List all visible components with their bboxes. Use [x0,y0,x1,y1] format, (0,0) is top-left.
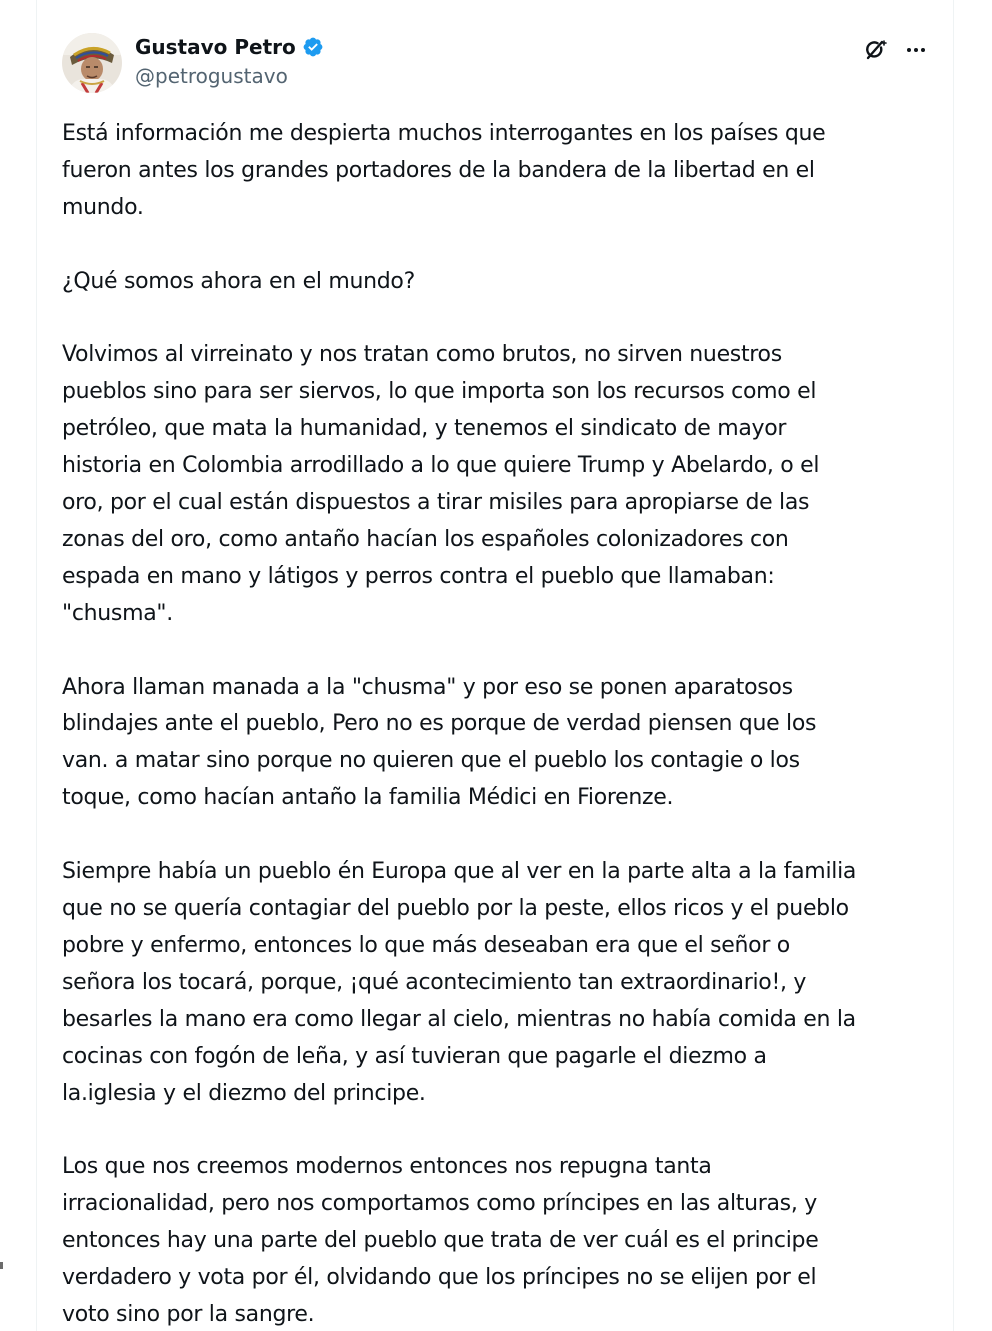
grok-icon[interactable] [861,35,891,65]
tweet-paragraph [62,854,942,1112]
text-line: espada en mano y látigos y perros contra el pueblo que llamaban: [62,563,775,589]
text-line: zonas del oro, como antaño hacían los españoles colonizadores con [62,526,789,552]
profile-avatar[interactable] [62,33,122,93]
text-line: que no se quería contagiar del pueblo por la peste, ellos ricos y el pueblo [62,895,849,921]
author-name-row [135,33,324,61]
text-line: pobre y enfermo, entonces lo que más deseaban era que el señor o [62,932,790,958]
text-line: petróleo, que mata la humanidad, y tenemos el sindicato de mayor [62,416,787,442]
text-line: Los que nos creemos modernos entonces nos repugna tanta [62,1154,712,1180]
text-line: blindajes ante el pueblo, Pero no es porque de verdad piensen que los [62,711,817,737]
text-line: ¿Qué somos ahora en el mundo? [62,268,415,294]
text-line: oro, por el cual están dispuestos a tirar misiles para apropiarse de las [62,490,810,516]
verified-badge-icon[interactable] [302,36,324,58]
tweet-card [36,0,954,1331]
text-line: besarles la mano era como llegar al cielo, mientras no había comida en la [62,1006,856,1032]
text-line: fueron antes los grandes portadores de la bandera de la libertad en el [62,157,815,183]
text-line: Está información me despierta muchos interrogantes en los países que [62,121,826,146]
text-line: "chusma". [62,600,173,626]
tweet-paragraph [62,337,942,632]
text-line: irracionalidad, pero nos comportamos como príncipes en las alturas, y [62,1191,817,1217]
text-line: mundo. [62,194,144,220]
text-line: Volvimos al virreinato y nos tratan como brutos, no sirven nuestros [62,342,782,368]
text-line: la.iglesia y el diezmo del principe. [62,1080,426,1106]
text-line: cocinas con fogón de leña, y así tuvieran que pagarle el diezmo a [62,1043,767,1069]
text-line: señora los tocará, porque, ¡qué acontecimiento tan extraordinario!, y [62,969,807,995]
text-line: voto sino por la sangre. [62,1301,315,1327]
tweet-paragraph [62,1149,942,1331]
tweet-text [62,116,942,1331]
text-line: Ahora llaman manada a la "chusma" y por eso se ponen aparatosos [62,674,793,700]
avatar-image [62,33,122,93]
more-options-icon[interactable] [901,35,931,65]
text-line: Siempre había un pueblo én Europa que al ver en la parte alta a la familia [62,859,857,885]
text-line: pueblos sino para ser siervos, lo que importa son los recursos como el [62,379,817,405]
tweet-paragraph [62,670,942,818]
text-line: verdadero y vota por él, olvidando que los príncipes no se elijen por el [62,1265,817,1291]
text-line: entonces hay una parte del pueblo que trata de ver cuál es el principe [62,1228,819,1254]
text-line: toque, como hacían antaño la familia Médici en Fiorenze. [62,785,674,811]
edge-mark [0,1262,3,1269]
author-handle[interactable]: @petrogustavo [135,64,288,88]
text-line: van. a matar sino porque no quieren que el pueblo los contagie o los [62,748,800,774]
author-display-name[interactable]: Gustavo Petro [135,35,296,59]
text-line: historia en Colombia arrodillado a lo que quiere Trump y Abelardo, o el [62,453,820,479]
tweet-paragraph [62,116,942,227]
tweet-paragraph [62,264,942,301]
